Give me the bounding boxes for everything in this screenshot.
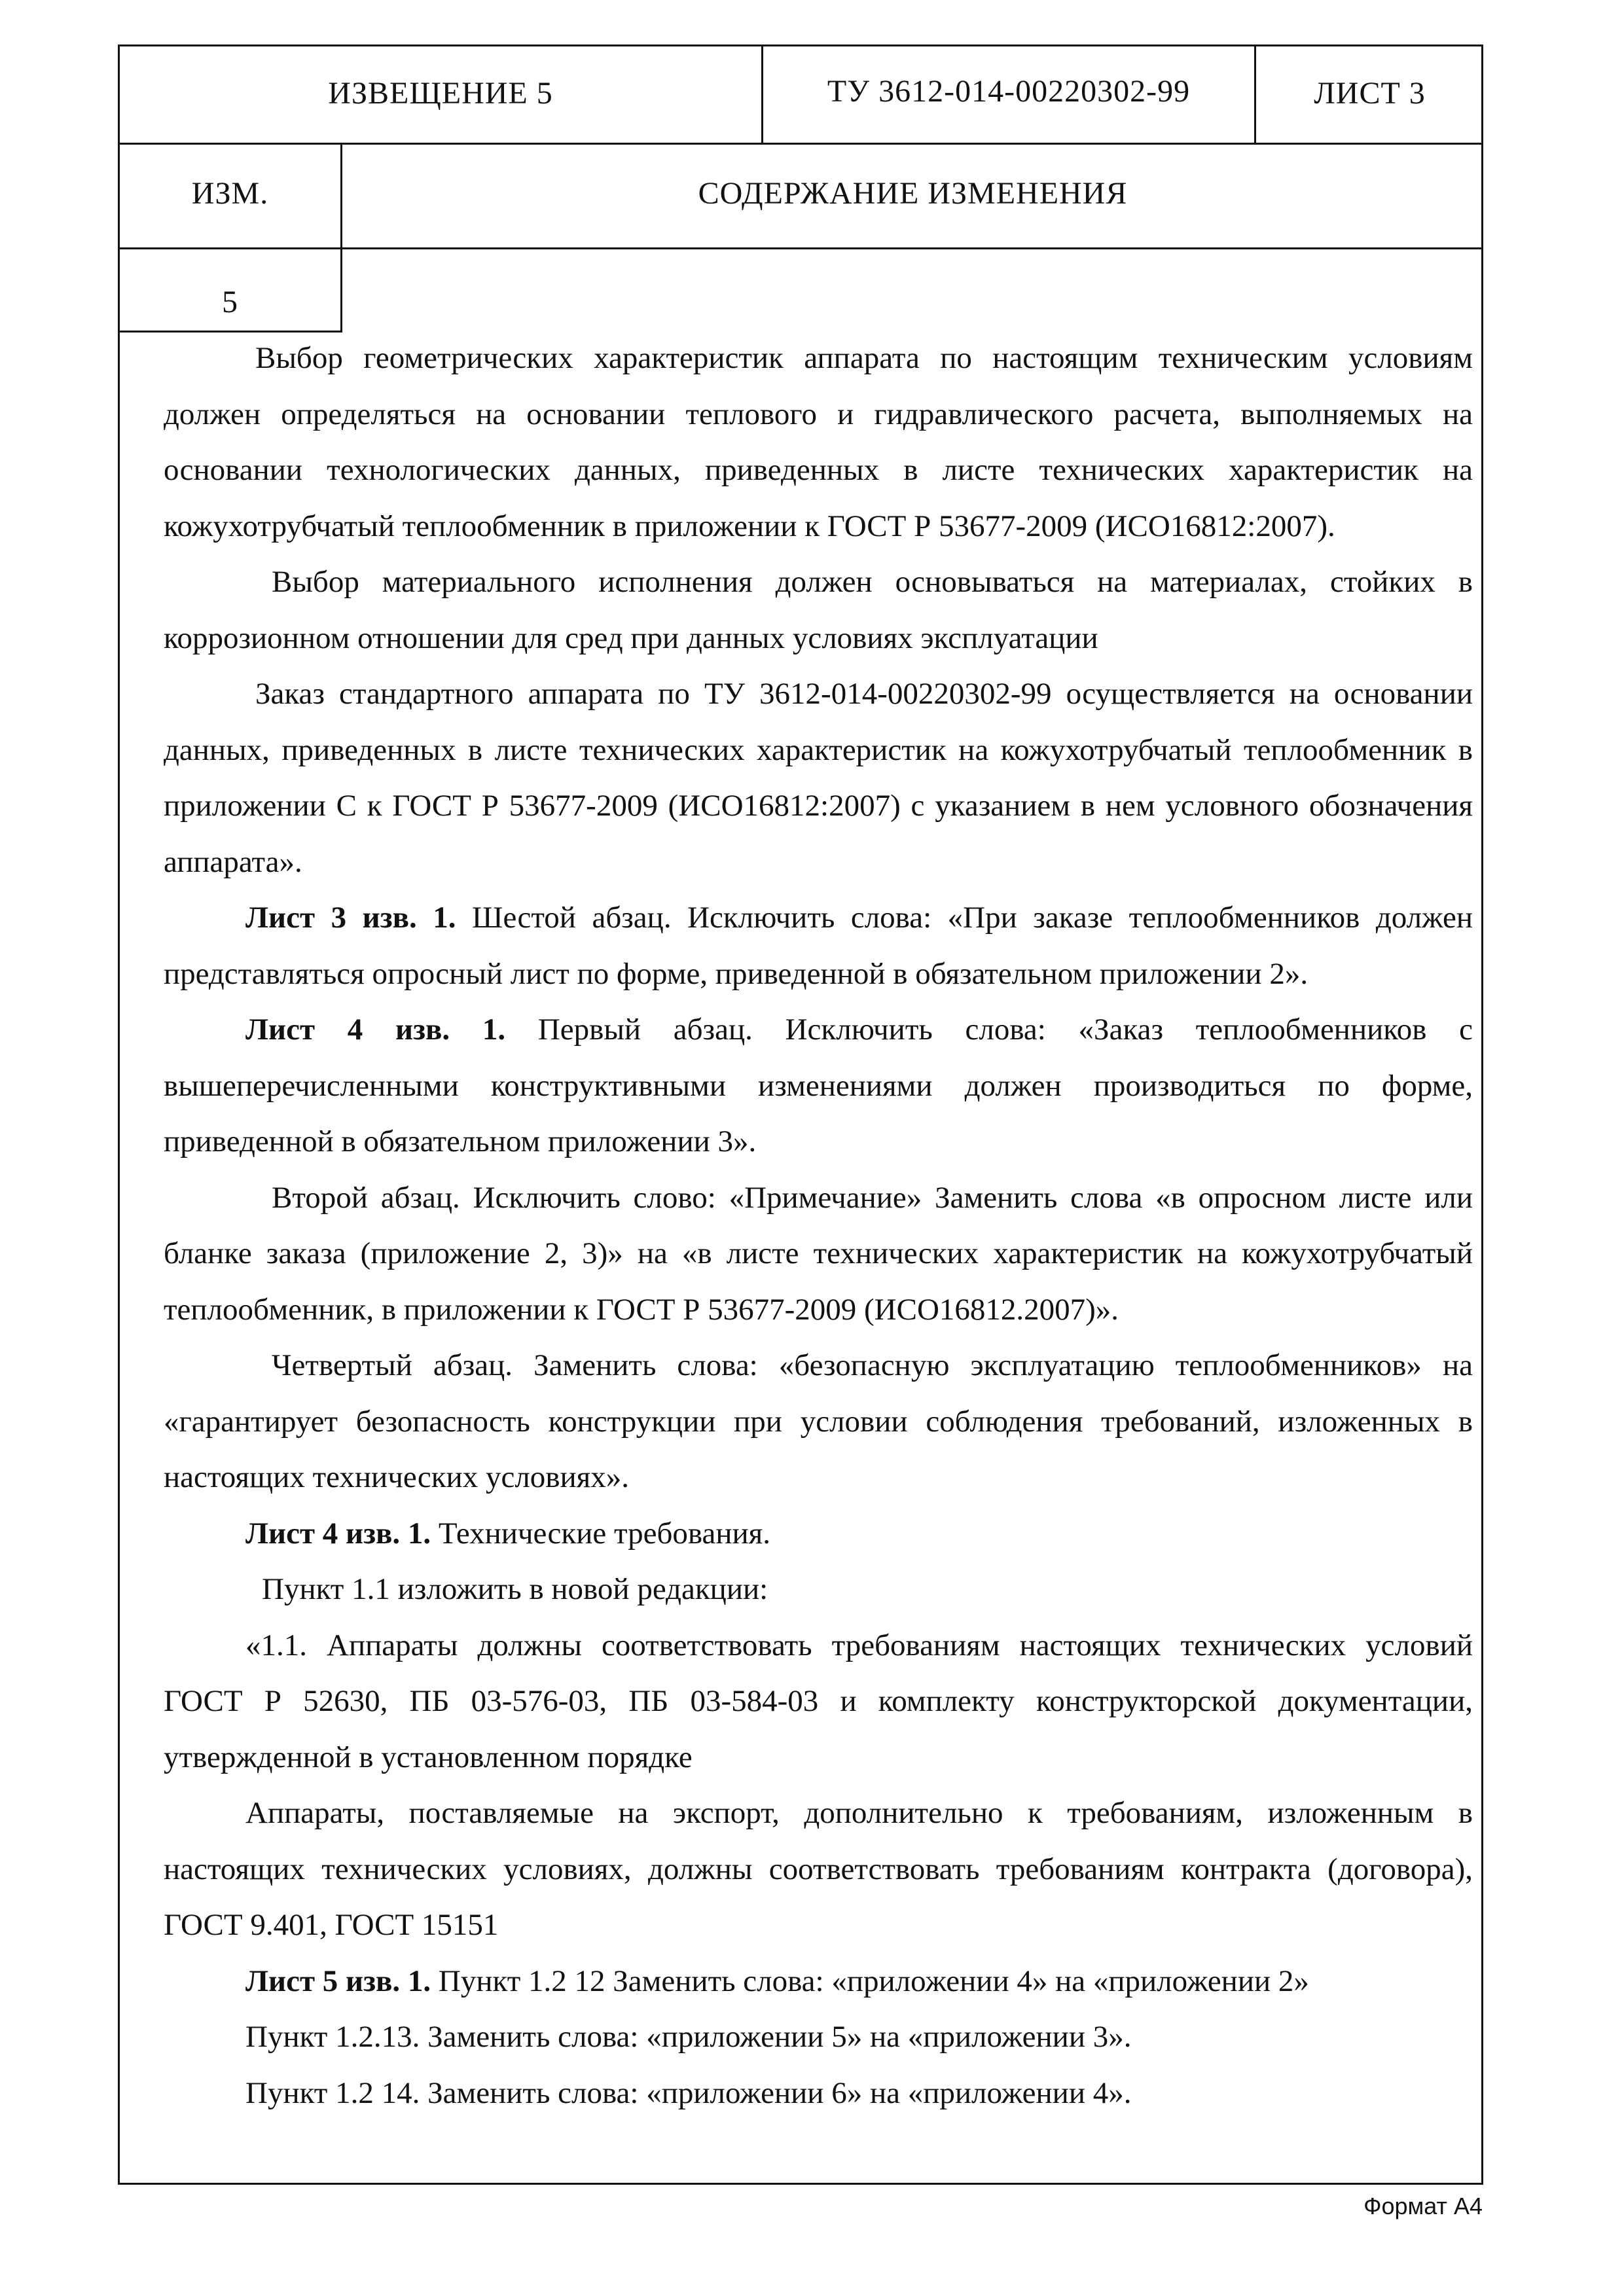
sheet-ref-text: Пункт 1.2 12 Заменить слова: «приложении 4» на «приложении 2» [431, 1964, 1309, 1998]
sheet-number: ЛИСТ 3 [1314, 76, 1426, 111]
paragraph-material: Выбор материального исполнения должен основываться на материалах, стойких в коррозионном отношении для сред при данных условиях эксплуатации [164, 565, 1473, 655]
paragraph-geometry: Выбор геометрических характеристик аппарата по настоящим техническим условиям должен определяться на основании теплового и гидравлического расчета, выполняемых на основании технологических данных, приведенных в листе технических характеристик на кожухотрубчатый теплообменник в приложении к ГОСТ Р 53677-2009 (ИСО16812:2007). [164, 341, 1473, 543]
sheet-ref: Лист 4 изв. 1. [245, 1013, 506, 1047]
document-body [164, 331, 1473, 2121]
header-divider-2 [118, 247, 1483, 249]
paragraph-order: Заказ стандартного аппарата по ТУ 3612-014-00220302-99 осуществляется на основании данных, приведенных в листе технических характеристик на кожухотрубчатый теплообменник в приложении С к ГОСТ Р 53677-2009 (ИСО16812:2007) с указанием в нем условного обозначения аппарата». [164, 677, 1473, 879]
content-title: СОДЕРЖАНИЕ ИЗМЕНЕНИЯ [698, 176, 1128, 211]
paragraph-export: Аппараты, поставляемые на экспорт, дополнительно к требованиям, изложенным в настоящих технических условиях, должны соответствовать требованиям контракта (договора), ГОСТ 9.401, ГОСТ 15151 [164, 1796, 1473, 1942]
paragraph-second-abzac: Второй абзац. Исключить слово: «Примечание» Заменить слова «в опросном листе или бланке заказа (приложение 2, 3)» на «в листе технических характеристик на кожухотрубчатый теплообменник, в приложении к ГОСТ Р 53677-2009 (ИСО16812.2007)». [164, 1180, 1473, 1327]
notice-number: ИЗВЕЩЕНИЕ 5 [328, 76, 553, 111]
paragraph-fourth-abzac: Четвертый абзац. Заменить слова: «безопасную эксплуатацию теплообменников» на «гарантирует безопасность конструкции при условии соблюдения требований, изложенных в настоящих технических условиях». [164, 1348, 1473, 1494]
format-label: Формат А4 [1363, 2193, 1483, 2219]
sheet-ref-text: Первый абзац. Исключить слова: «Заказ теплообменников с вышеперечисленными конструктивными изменениями должен производиться по форме, приведенной в обязательном приложении 3». [164, 1013, 1473, 1158]
paragraph-sheet3 [164, 890, 1473, 1002]
change-number: 5 [222, 285, 238, 319]
sheet-ref-text: Технические требования. [431, 1516, 770, 1551]
change-column-line [340, 143, 342, 332]
paragraph-sheet4-first [164, 1002, 1473, 1170]
sheet-ref: Лист 5 изв. 1. [245, 1964, 431, 1998]
spec-number: ТУ 3612-014-00220302-99 [827, 74, 1191, 109]
paragraph-sheet4-tech [164, 1506, 1473, 1562]
paragraph-point-1-2-13: Пункт 1.2.13. Заменить слова: «приложении 5» на «приложении 3». [245, 2020, 1132, 2054]
sheet-ref-text: Шестой абзац. Исключить слова: «При заказе теплообменников должен представляться опросный лист по форме, приведенной в обязательном приложении 2». [164, 901, 1473, 991]
sheet-ref: Лист 4 изв. 1. [245, 1516, 431, 1551]
sheet-ref: Лист 3 изв. 1. [245, 901, 456, 935]
paragraph-point-1-1: Пункт 1.1 изложить в новой редакции: [262, 1572, 768, 1606]
paragraph-point-1-2-14: Пункт 1.2 14. Заменить слова: «приложении 6» на «приложении 4». [245, 2075, 1132, 2110]
header-divider-1 [118, 143, 1483, 145]
paragraph-new-edition: «1.1. Аппараты должны соответствовать требованиям настоящих технических условий ГОСТ Р 52630, ПБ 03-576-03, ПБ 03-584-03 и комплекту конструкторской документации, утвержденной в установленном порядке [164, 1628, 1473, 1774]
paragraph-sheet5 [164, 1954, 1473, 2010]
change-label: ИЗМ. [191, 176, 269, 211]
